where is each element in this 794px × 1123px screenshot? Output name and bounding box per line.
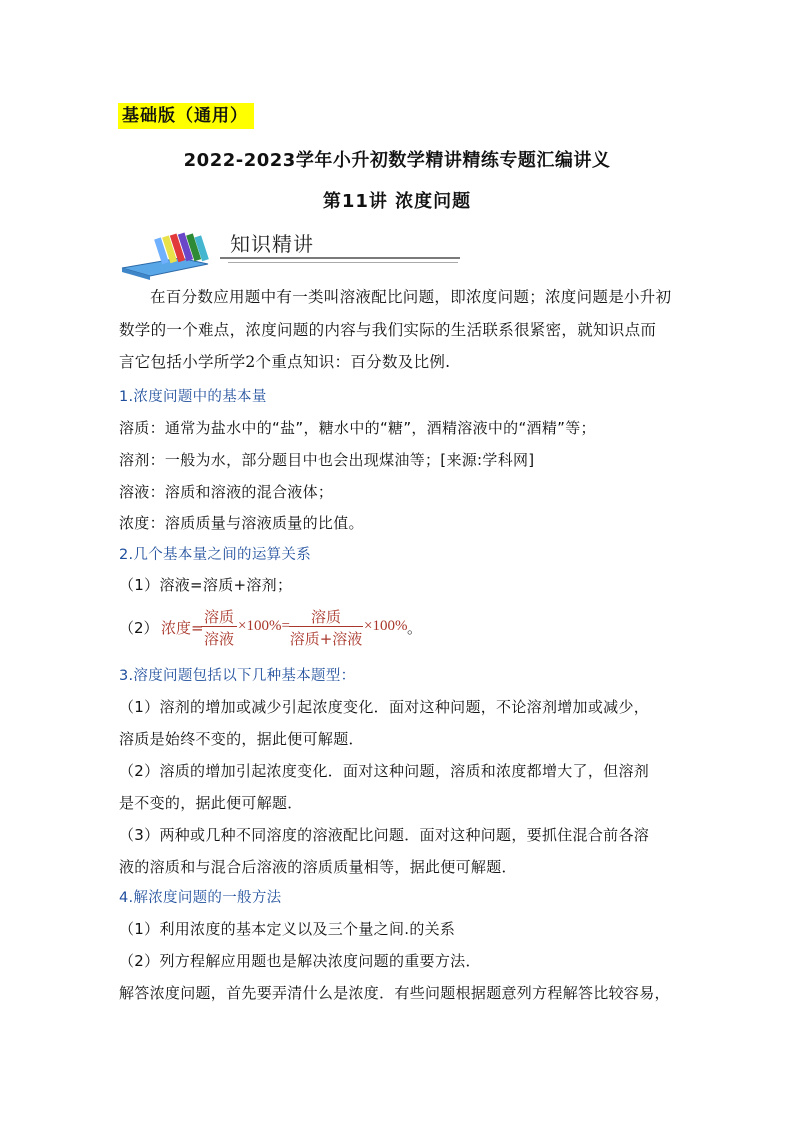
section-3-line-3: （2）溶质的增加引起浓度变化．面对这种问题，溶质和浓度都增大了，但溶剂	[119, 762, 650, 780]
knowledge-banner-label: 知识精讲	[230, 232, 314, 256]
formula-times-1: ×100%=	[238, 618, 290, 634]
section-2-item-1: （1）溶液=溶质+溶剂；	[119, 576, 293, 594]
fraction-2-denominator: 溶质+溶液	[289, 630, 363, 648]
section-2-heading: 2.几个基本量之间的运算关系	[119, 547, 312, 563]
section-1-item-3: 溶液：溶质和溶液的混合液体；	[119, 483, 334, 501]
section-4-line-3: 解答浓度问题，首先要弄清什么是浓度．有些问题根据题意列方程解答比较容易，	[119, 984, 670, 1002]
section-1-item-2: 溶剂：一般为水，部分题目中也会出现煤油等；[来源:学科网]	[119, 451, 535, 469]
formula-lhs: 浓度=	[161, 619, 204, 637]
document-title: 2022-2023学年小升初数学精讲精练专题汇编讲义	[183, 150, 611, 171]
section-1-heading: 1.浓度问题中的基本量	[119, 389, 267, 405]
section-4-line-1: （1）利用浓度的基本定义以及三个量之间.的关系	[119, 920, 456, 938]
fraction-1-bar	[201, 626, 237, 627]
intro-line-1: 在百分数应用题中有一类叫溶液配比问题，即浓度问题；浓度问题是小升初	[150, 288, 672, 306]
section-4-heading: 4.解浓度问题的一般方法	[119, 890, 282, 906]
formula-end: 。	[407, 619, 423, 637]
edition-badge: 基础版（通用）	[118, 103, 254, 129]
formula-times-2: ×100%	[364, 618, 408, 634]
banner-divider	[220, 257, 460, 259]
fraction-2-numerator: 溶质	[310, 608, 341, 626]
intro-line-3: 言它包括小学所学2个重点知识：百分数及比例.	[119, 353, 451, 371]
section-1-item-1: 溶质：通常为盐水中的“盐”，糖水中的“糖”，酒精溶液中的“酒精”等；	[119, 419, 596, 437]
section-3-line-2: 溶质是始终不变的，据此便可解题．	[119, 730, 364, 748]
fraction-1-numerator: 溶质	[203, 608, 234, 626]
banner-divider-thin	[228, 262, 458, 263]
section-4-line-2: （2）列方程解应用题也是解决浓度问题的重要方法．	[119, 952, 481, 970]
knowledge-banner	[120, 224, 350, 280]
section-3-line-6: 液的溶质和与混合后溶液的溶质质量相等，据此便可解题．	[119, 858, 517, 876]
fraction-2-bar	[289, 626, 363, 627]
section-1-item-4: 浓度：溶质质量与溶液质量的比值。	[119, 514, 364, 532]
intro-line-2: 数学的一个难点，浓度问题的内容与我们实际的生活联系很紧密，就知识点而	[119, 321, 657, 339]
section-3-line-1: （1）溶剂的增加或减少引起浓度变化．面对这种问题，不论溶剂增加或减少，	[119, 698, 650, 716]
section-3-line-4: 是不变的，据此便可解题．	[119, 794, 303, 812]
lesson-title: 第11讲 浓度问题	[322, 191, 472, 212]
section-3-heading: 3.溶度问题包括以下几种基本题型：	[119, 668, 356, 684]
section-3-line-5: （3）两种或几种不同溶度的溶液配比问题．面对这种问题，要抓住混合前各溶	[119, 826, 650, 844]
formula-item-label: （2）	[119, 619, 159, 637]
books-stack-icon	[120, 224, 230, 280]
fraction-1-denominator: 溶液	[203, 630, 234, 648]
